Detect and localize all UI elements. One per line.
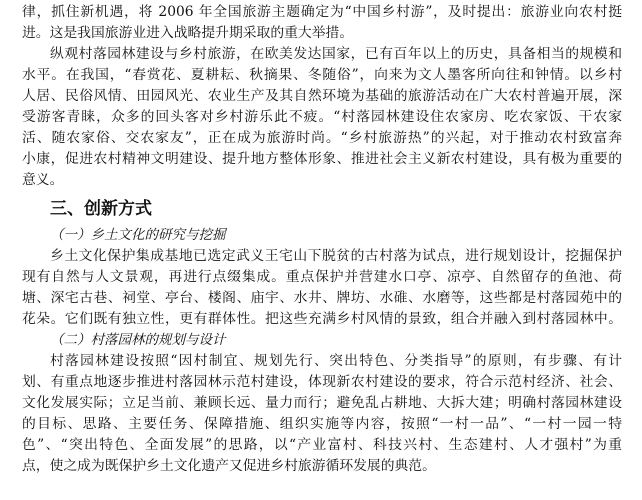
text-line: 人居、民俗风情、田园风光、农业生产及其自然环境为基础的旅游活动在广大农村普遍开展，深 [22,88,622,104]
text-line: 色”、“突出特色、全面发展”的思路，以“产业富村、科技兴村、生态建村、人才强村”为重 [22,437,622,453]
subsection-title: （二）村落园林的规划与设计 [50,332,226,348]
subsection-2 [22,330,622,477]
text-line: 水平。在我国，“春赏花、夏耕耘、秋摘果、冬随俗”，向来为文人墨客所向往和钟情。以乡村 [22,67,622,83]
text-line: 的目标、思路、主要任务、保障措施、组织实施等内容，按照“一村一品”、“一村一园一特 [22,416,622,432]
paragraph-2 [22,44,622,191]
section-heading: 三、创新方式 [50,199,152,219]
text-line: 塘、深宅古巷、祠堂、亭台、楼阁、庙宇、水井、牌坊、水碓、水磨等，这些都是村落园苑中的 [22,290,622,306]
subsection-title: （一）乡土文化的研究与挖掘 [50,227,226,243]
text-line: 村落园林建设按照“因村制宜、规划先行、突出特色、分类指导”的原则，有步骤、有计 [50,353,622,369]
text-line: 点，使之成为既保护乡土文化遗产又促进乡村旅游循环发展的典范。 [22,458,436,474]
text-line: 乡土文化保护集成基地已选定武义王宅山下脱贫的古村落为试点，进行规划设计，挖掘保护 [50,248,622,264]
text-line: 受游客青睐，众多的回头客对乡村游乐此不疲。“村落园林建设住农家房、吃农家饭、干农家 [22,109,622,125]
text-line: 活、随农家俗、交农家友”，正在成为旅游时尚。“乡村旅游热”的兴起，对于推动农村致富奔 [22,130,622,146]
text-line: 律，抓住新机遇，将 2006 年全国旅游主题确定为“中国乡村游”，及时提出：旅游业向农村挺 [22,4,622,20]
paragraph-1 [22,2,622,44]
document-page [22,2,622,477]
text-line: 纵观村落园林建设与乡村旅游，在欧美发达国家，已有百年以上的历史，具备相当的规模和 [50,46,622,62]
text-line: 进。这是我国旅游业进入战略提升期采取的重大举措。 [22,25,354,41]
text-line: 意义。 [22,172,64,188]
text-line: 小康，促进农村精神文明建设、提升地方整体形象、推进社会主义新农村建设，具有极为重要的 [22,151,622,167]
text-line: 文化发展实际；立足当前、兼顾长远、量力而行；避免乱占耕地、大拆大建；明确村落园林建设 [22,395,622,411]
subsection-1 [22,225,622,330]
text-line: 现有自然与人文景观，再进行点缀集成。重点保护并营建水口亭、凉亭、自然留存的鱼池、荷 [22,269,622,285]
text-line: 划、有重点地逐步推进村落园林示范村建设，体现新农村建设的要求，符合示范村经济、社会、 [22,374,622,390]
text-line: 花朵。它们既有独立性，更有群体性。把这些充满乡村风情的景致，组合并融入到村落园林中。 [22,311,622,327]
